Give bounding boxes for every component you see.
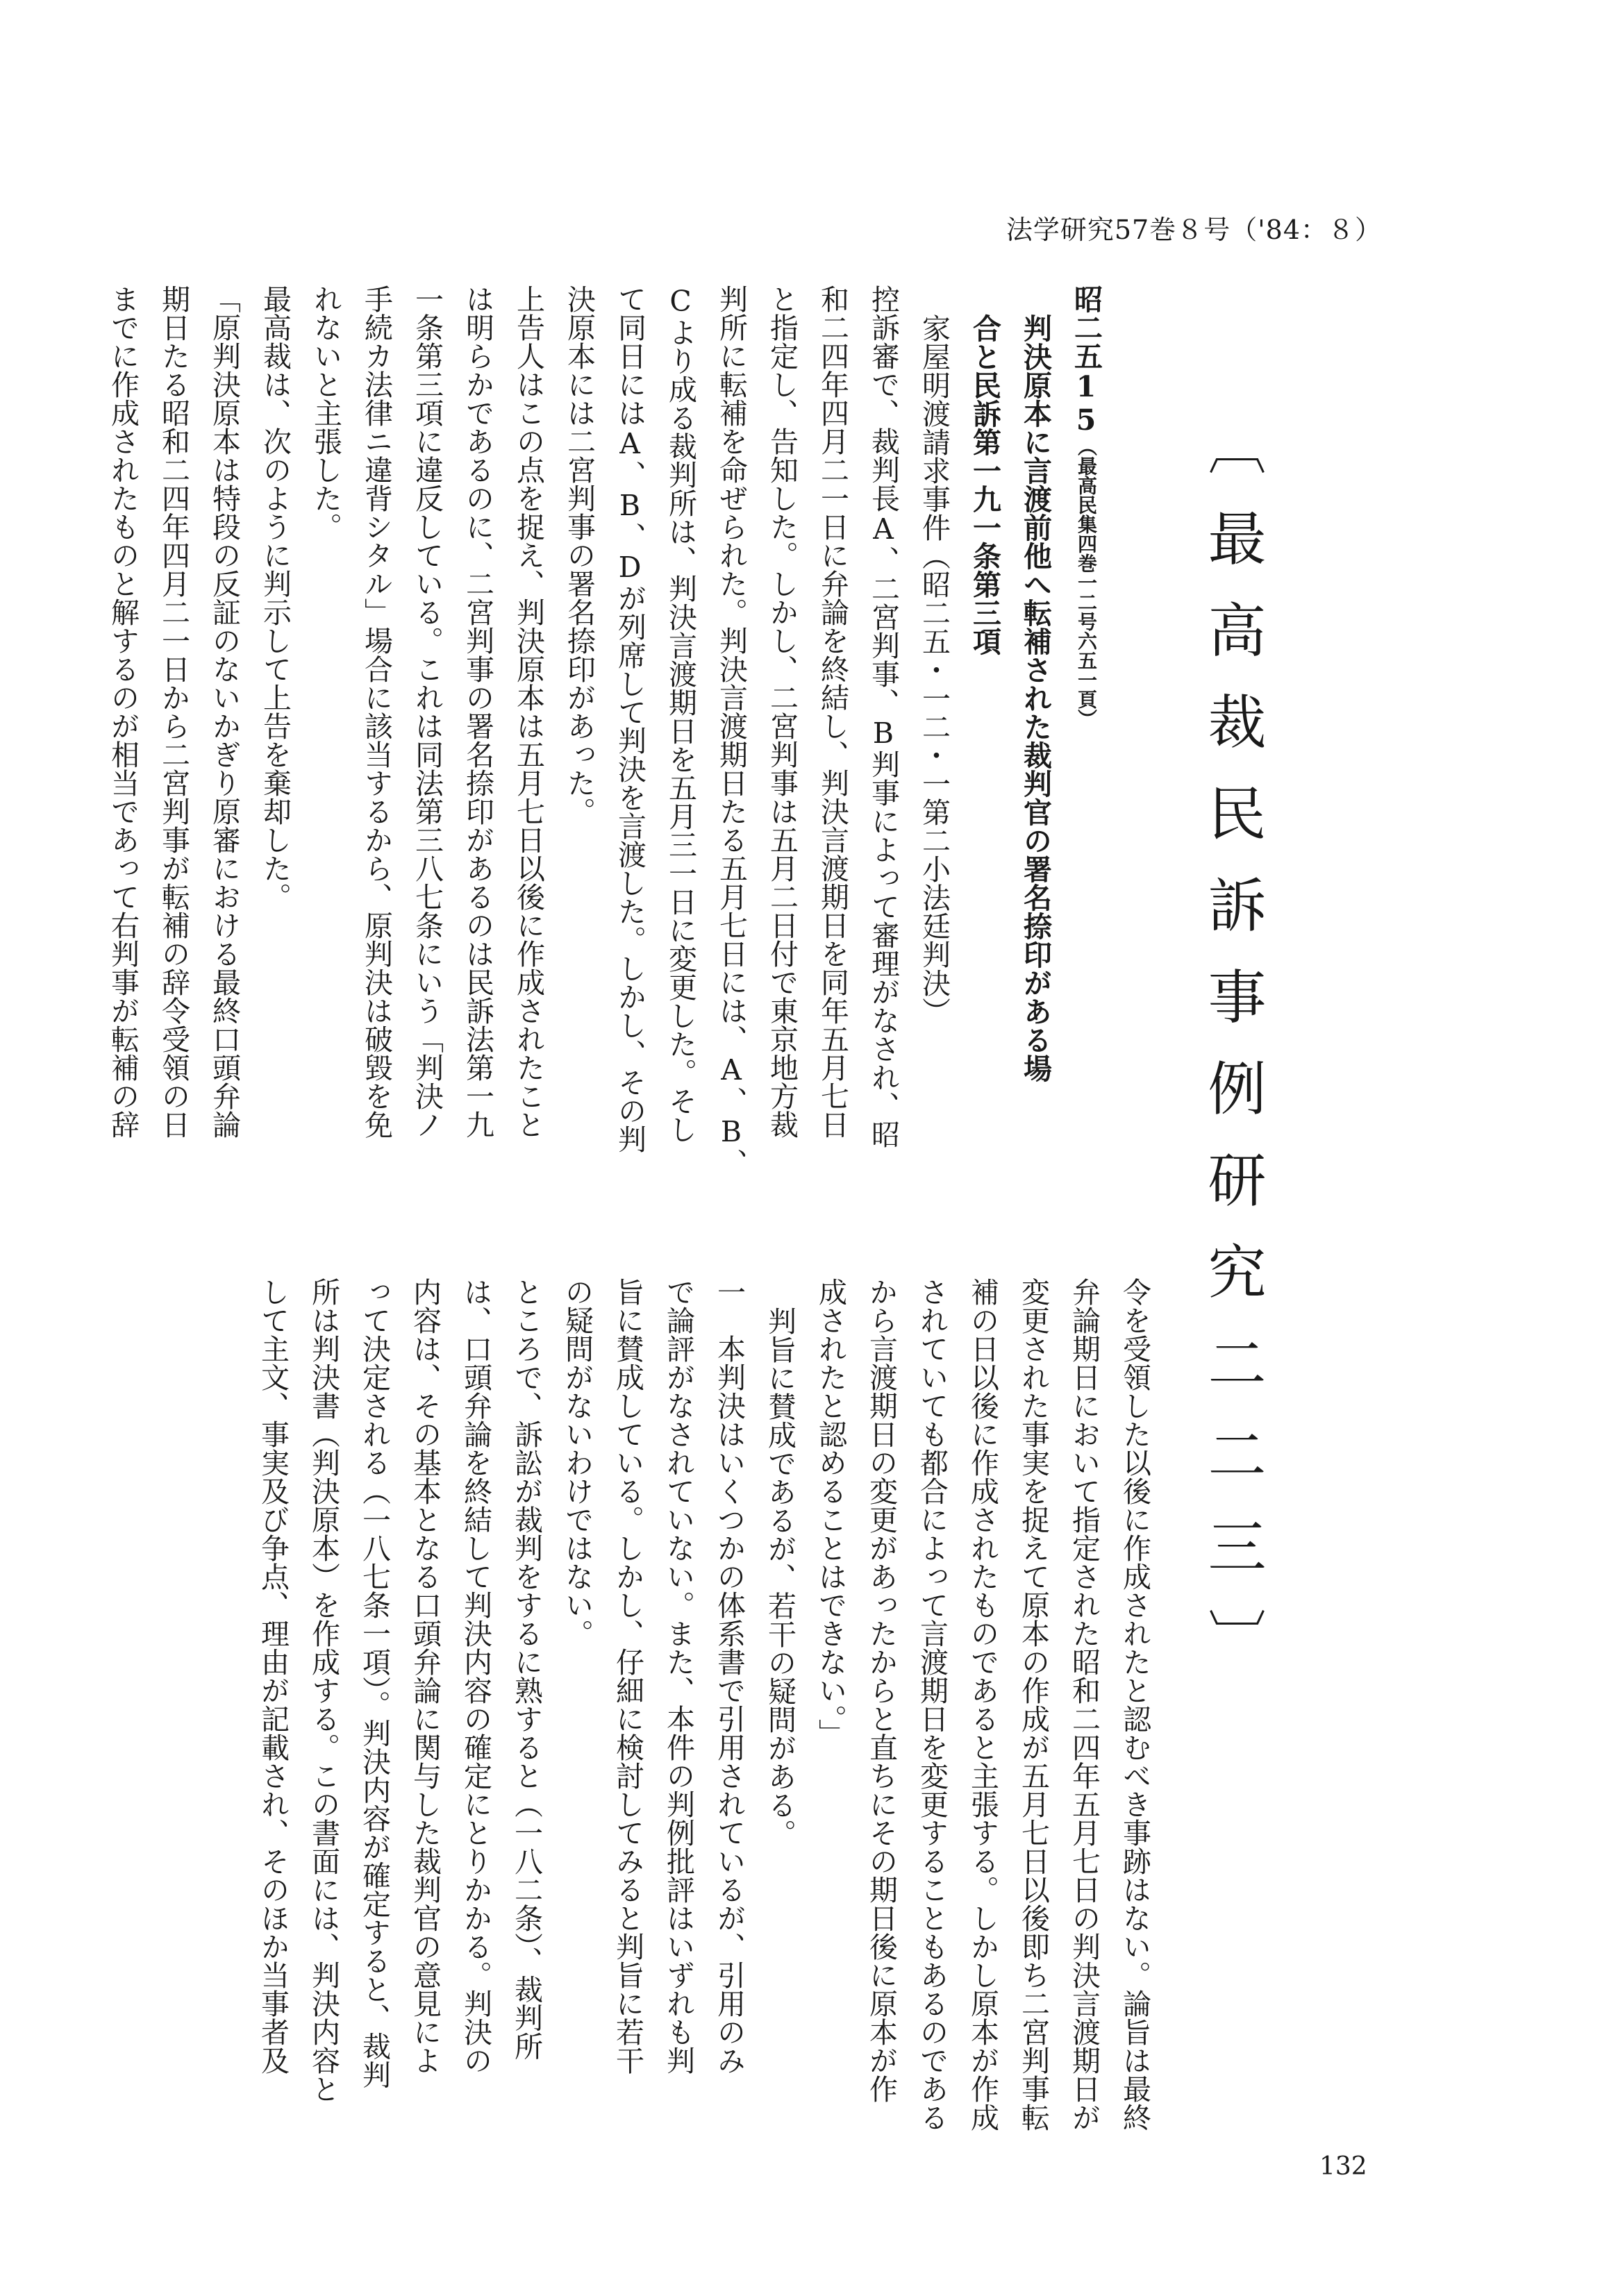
case-headline-2: 合と民訴第一九一条第三項 bbox=[968, 314, 1001, 655]
case-summary bbox=[106, 285, 1111, 1201]
commentary-line: 内容は、その基本となる口頭弁論に関与した裁判官の意見によ bbox=[408, 1277, 442, 2075]
commentary-line: の疑問がないわけではない。 bbox=[560, 1277, 594, 1648]
case-line: れないと主張した。 bbox=[309, 285, 342, 541]
case-line: 最高裁は、次のように判示して上告を棄却した。 bbox=[258, 285, 292, 911]
case-line: 補の日以後に作成されたものであると主張する。しかし原本が作成 bbox=[966, 1277, 999, 2131]
commentary-line: 一 本判決はいくつかの体系書で引用されているが、引用のみ bbox=[712, 1277, 746, 2075]
case-line: 判所に転補を命ぜられた。判決言渡期日たる五月七日には、A、B、 bbox=[715, 285, 748, 1177]
case-line: て同日にはA、B、Dが列席して判決を言渡した。しかし、その判 bbox=[613, 285, 647, 1153]
case-line: 令を受領した以後に作成されたと認むべき事跡はない。論旨は最終 bbox=[1118, 1277, 1151, 2131]
journal-header: 法学研究57巻８号（'84：８） bbox=[1006, 215, 1382, 245]
commentary-line: で論評がなされていない。また、本件の判例批評はいずれも判 bbox=[662, 1277, 695, 2075]
case-line: 「原判決原本は特段の反証のないかぎり原審における最終口頭弁論 bbox=[208, 285, 241, 1139]
case-line: 決原本には二宮判事の署名捺印があった。 bbox=[562, 285, 596, 826]
case-line: されていても都合によって言渡期日を変更することもあるのである bbox=[915, 1277, 949, 2131]
commentary-line: ところで、訴訟が裁判をするに熟すると（一八二条）、裁判所 bbox=[510, 1277, 543, 2061]
case-line: 期日たる昭和二四年四月二一日から二宮判事が転補の辞令受領の日 bbox=[157, 285, 190, 1139]
case-line: 上告人はこの点を捉え、判決原本は五月七日以後に作成されたこと bbox=[512, 285, 545, 1139]
case-line: 変更された事実を捉えて原本の作成が五月七日以後即ち二宮判事転 bbox=[1017, 1277, 1050, 2131]
commentary-line: 所は判決書（判決原本）を作成する。この書面には、判決内容と bbox=[307, 1277, 340, 2103]
case-line: 手続カ法律ニ違背シタル」場合に該当するから、原判決は破毀を免 bbox=[360, 285, 393, 1139]
commentary-line: って決定される（一八七条一項）。判決内容が確定すると、裁判 bbox=[358, 1277, 391, 2089]
case-citation bbox=[1060, 285, 1111, 1201]
commentary-section bbox=[201, 1277, 1160, 2222]
case-line: 家屋明渡請求事件（昭二五・一二・一第二小法廷判決） bbox=[917, 314, 951, 1025]
page-number: 132 bbox=[1319, 2152, 1367, 2181]
case-line: 弁論期日において指定された昭和二四年五月七日の判決言渡期日が bbox=[1067, 1277, 1101, 2131]
case-headline-1: 判決原本に言渡前他へ転補された裁判官の署名捺印がある場 bbox=[1019, 314, 1052, 1082]
case-citation-note: （最高民集四巻一二号六五一頁） bbox=[1075, 437, 1098, 728]
case-line: と指定し、告知した。しかし、二宮判事は五月二日付で東京地方裁 bbox=[765, 285, 799, 1139]
article-title: 〔最高裁民訴事例研究二二三〕 bbox=[1199, 417, 1267, 1700]
commentary-line: 判旨に賛成であるが、若干の疑問がある。 bbox=[763, 1307, 797, 1847]
case-line: 成されたと認めることはできない。」 bbox=[814, 1277, 847, 1748]
case-line: までに作成されたものと解するのが相当であって右判事が転補の辞 bbox=[106, 285, 140, 1139]
case-citation-main: 昭二五15 bbox=[1069, 285, 1103, 437]
case-line: 一条第三項に違反している。これは同法第三八七条にいう「判決ノ bbox=[410, 285, 444, 1139]
commentary-line: して主文、事実及び争点、理由が記載され、そのほか当事者及 bbox=[256, 1277, 290, 2075]
case-line: は明らかであるのに、二宮判事の署名捺印があるのは民訴法第一九 bbox=[461, 285, 494, 1139]
case-line: 和二四年四月二一日に弁論を終結し、判決言渡期日を同年五月七日 bbox=[816, 285, 849, 1139]
case-line: Cより成る裁判所は、判決言渡期日を五月三一日に変更した。そし bbox=[664, 285, 697, 1143]
commentary-line: は、口頭弁論を終結して判決内容の確定にとりかかる。判決の bbox=[459, 1277, 492, 2075]
case-line: 控訴審で、裁判長A、二宮判事、B判事によって審理がなされ、昭 bbox=[867, 285, 900, 1148]
commentary-line: 旨に賛成している。しかし、仔細に検討してみると判旨に若干 bbox=[611, 1277, 644, 2075]
case-line: から言渡期日の変更があったからと直ちにその期日後に原本が作 bbox=[865, 1277, 898, 2103]
